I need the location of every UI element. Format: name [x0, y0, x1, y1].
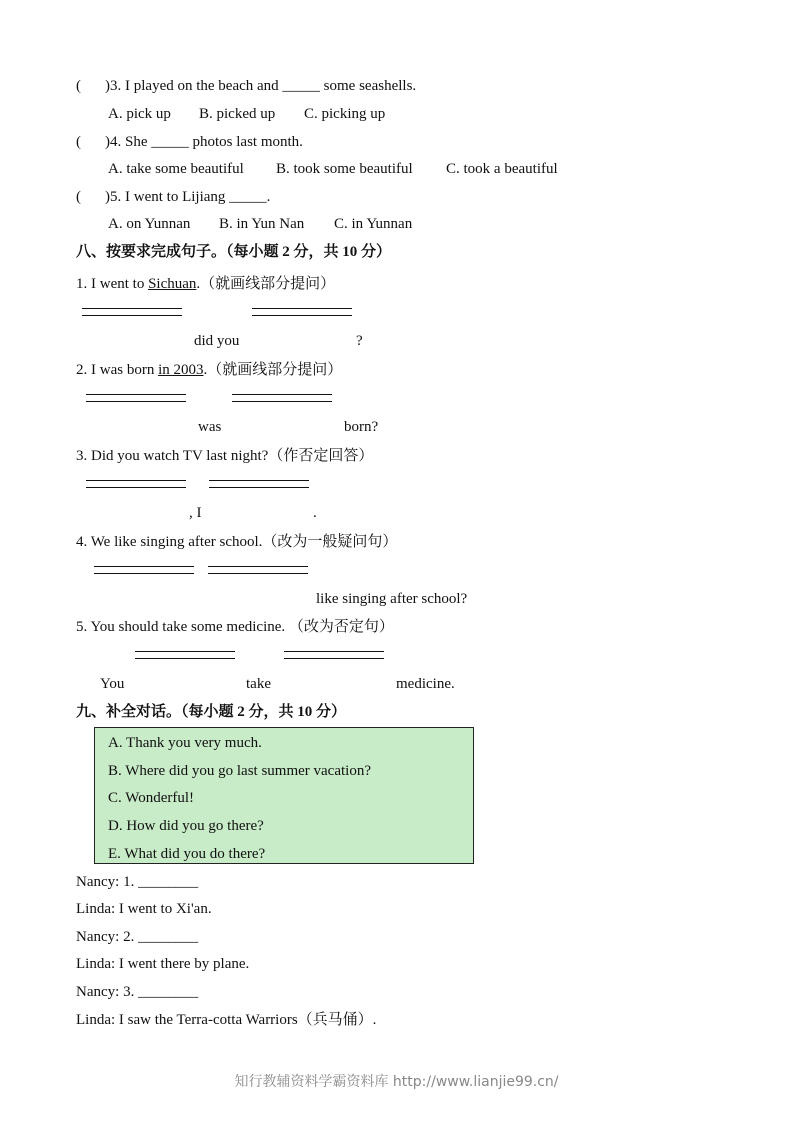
answer-text: ? — [356, 333, 363, 349]
answer-text: like singing after school? — [316, 591, 468, 607]
option-b: B. picked up — [199, 106, 276, 122]
answer-blank[interactable] — [209, 480, 309, 488]
option-b: B. in Yun Nan — [219, 216, 305, 232]
answer-paren: ( — [76, 134, 81, 150]
option-a: A. on Yunnan — [108, 216, 191, 232]
answer-text: did you — [194, 333, 240, 349]
answer-blank[interactable] — [94, 566, 194, 574]
dialogue-line: Linda: I went to Xi'an. — [76, 901, 212, 917]
dialogue-option-a: A. Thank you very much. — [108, 735, 262, 751]
dialogue-option-e: E. What did you do there? — [108, 846, 266, 862]
answer-blank[interactable] — [208, 566, 308, 574]
answer-blank[interactable] — [82, 308, 182, 316]
answer-text: was — [198, 419, 222, 435]
dialogue-option-c: C. Wonderful! — [108, 790, 195, 806]
answer-blank[interactable] — [135, 651, 235, 659]
answer-blank[interactable] — [232, 394, 332, 402]
answer-blank[interactable] — [86, 480, 186, 488]
rewrite-item-4: 4. We like singing after school.（改为一般疑问句） — [76, 534, 398, 550]
rewrite-item-1: 1. I went to Sichuan.（就画线部分提问） — [76, 276, 336, 292]
answer-blank[interactable] — [284, 651, 384, 659]
question-stem: )4. She _____ photos last month. — [105, 134, 303, 150]
answer-text: born? — [344, 419, 379, 435]
option-c: C. picking up — [304, 106, 386, 122]
dialogue-line: Linda: I saw the Terra-cotta Warriors（兵马俑）. — [76, 1012, 377, 1028]
answer-text: . — [313, 505, 317, 521]
dialogue-option-d: D. How did you go there? — [108, 818, 264, 834]
dialogue-option-b: B. Where did you go last summer vacation? — [108, 763, 371, 779]
option-c: C. in Yunnan — [334, 216, 413, 232]
option-b: B. took some beautiful — [276, 161, 413, 177]
dialogue-line: Nancy: 2. ________ — [76, 929, 199, 945]
option-c: C. took a beautiful — [446, 161, 558, 177]
question-stem: )5. I went to Lijiang _____. — [105, 189, 271, 205]
answer-text: medicine. — [396, 676, 455, 692]
dialogue-line: Nancy: 3. ________ — [76, 984, 199, 1000]
section9-heading: 九、补全对话。（每小题 2 分，共 10 分） — [76, 704, 347, 720]
section8-heading: 八、按要求完成句子。（每小题 2 分，共 10 分） — [76, 244, 392, 260]
footer-watermark: 知行教辅资料学霸资料库 http://www.lianjie99.cn/ — [234, 1074, 559, 1090]
dialogue-line: Linda: I went there by plane. — [76, 956, 250, 972]
rewrite-item-5: 5. You should take some medicine. （改为否定句） — [76, 619, 394, 635]
option-a: A. take some beautiful — [108, 161, 244, 177]
option-a: A. pick up — [108, 106, 171, 122]
answer-text: You — [100, 676, 125, 692]
rewrite-item-3: 3. Did you watch TV last night?（作否定回答） — [76, 448, 374, 464]
answer-blank[interactable] — [86, 394, 186, 402]
dialogue-line: Nancy: 1. ________ — [76, 874, 199, 890]
answer-paren: ( — [76, 189, 81, 205]
answer-text: take — [246, 676, 271, 692]
answer-blank[interactable] — [252, 308, 352, 316]
answer-paren: ( — [76, 78, 81, 94]
rewrite-item-2: 2. I was born in 2003.（就画线部分提问） — [76, 362, 343, 378]
question-stem: )3. I played on the beach and _____ some seashells. — [105, 78, 417, 94]
answer-text: , I — [189, 505, 202, 521]
